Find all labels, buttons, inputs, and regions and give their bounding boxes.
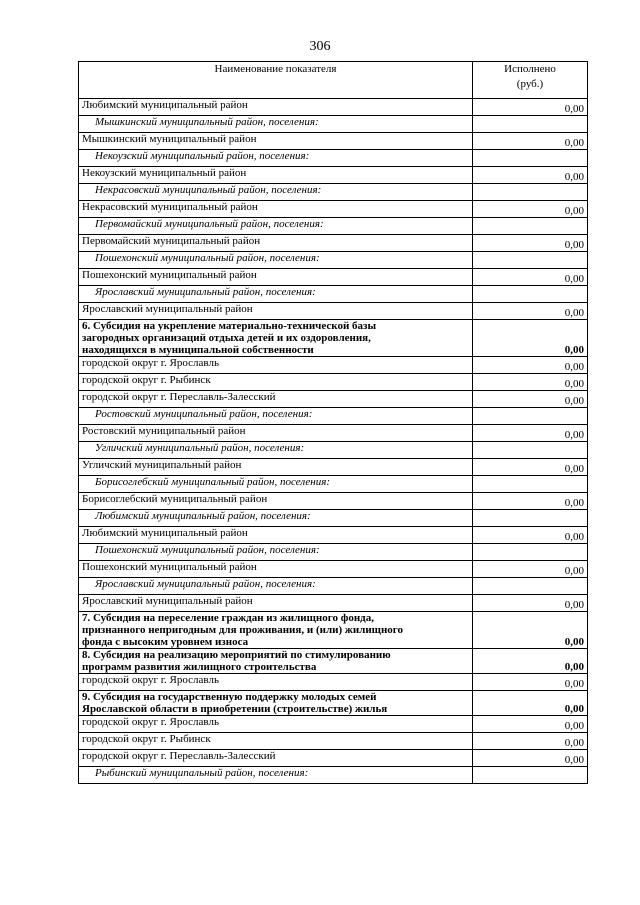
row-value: 0,00 — [473, 493, 588, 510]
subheading-row — [79, 150, 588, 167]
row-value: 0,00 — [473, 133, 588, 150]
subheading-row — [79, 510, 588, 527]
row-name: городской округ г. Переславль-Залесский — [79, 750, 473, 767]
table-row — [79, 716, 588, 733]
table-row — [79, 201, 588, 218]
row-value — [473, 218, 588, 235]
row-name: Борисоглебский муниципальный район, поселения: — [79, 476, 473, 493]
row-name: Угличский муниципальный район, поселения: — [79, 442, 473, 459]
table-row — [79, 733, 588, 750]
row-value: 0,00 — [473, 425, 588, 442]
row-value — [473, 150, 588, 167]
row-name — [79, 691, 473, 716]
table-row — [79, 374, 588, 391]
row-value — [473, 767, 588, 784]
row-value: 0,00 — [473, 595, 588, 612]
row-name: Ярославский муниципальный район, поселения: — [79, 286, 473, 303]
row-name: Ростовский муниципальный район — [79, 425, 473, 442]
row-name — [79, 649, 473, 674]
row-name: городской округ г. Ярославль — [79, 357, 473, 374]
row-name: Ярославский муниципальный район — [79, 595, 473, 612]
row-value: 0,00 — [473, 750, 588, 767]
table-row — [79, 99, 588, 116]
row-value: 0,00 — [473, 201, 588, 218]
table-row — [79, 391, 588, 408]
table-row — [79, 167, 588, 184]
row-value: 0,00 — [473, 691, 588, 716]
subheading-row — [79, 578, 588, 595]
row-name: городской округ г. Ярославль — [79, 674, 473, 691]
row-value: 0,00 — [473, 527, 588, 544]
row-name: Некоузский муниципальный район, поселения: — [79, 150, 473, 167]
row-name: Любимский муниципальный район — [79, 99, 473, 116]
row-name: Некрасовский муниципальный район, поселения: — [79, 184, 473, 201]
header-value-label: Исполнено — [504, 63, 556, 75]
row-value: 0,00 — [473, 99, 588, 116]
row-value: 0,00 — [473, 167, 588, 184]
row-value — [473, 116, 588, 133]
table-row — [79, 527, 588, 544]
table-row — [79, 493, 588, 510]
row-value: 0,00 — [473, 303, 588, 320]
row-value: 0,00 — [473, 674, 588, 691]
row-value: 0,00 — [473, 320, 588, 357]
row-name: Любимский муниципальный район — [79, 527, 473, 544]
table-row — [79, 357, 588, 374]
row-name: городской округ г. Переславль-Залесский — [79, 391, 473, 408]
section-row — [79, 612, 588, 649]
table-body — [79, 99, 588, 784]
row-value — [473, 184, 588, 201]
table-row — [79, 235, 588, 252]
table-row — [79, 269, 588, 286]
row-name: Пошехонский муниципальный район — [79, 269, 473, 286]
row-name: Мышкинский муниципальный район — [79, 133, 473, 150]
row-name: Пошехонский муниципальный район, поселения: — [79, 252, 473, 269]
page-number: 306 — [309, 39, 331, 54]
row-value: 0,00 — [473, 459, 588, 476]
row-name: Некоузский муниципальный район — [79, 167, 473, 184]
row-name: Борисоглебский муниципальный район — [79, 493, 473, 510]
table-row — [79, 425, 588, 442]
table-row — [79, 750, 588, 767]
section-row — [79, 320, 588, 357]
row-name: Ярославский муниципальный район — [79, 303, 473, 320]
row-value: 0,00 — [473, 391, 588, 408]
row-name — [79, 320, 473, 357]
row-name: Угличский муниципальный район — [79, 459, 473, 476]
section-title-line: 8. Субсидия на реализацию мероприятий по стимулированию — [82, 649, 391, 661]
row-name: Первомайский муниципальный район, поселения: — [79, 218, 473, 235]
section-title-line: 6. Субсидия на укрепление материально-технической базы — [82, 320, 377, 332]
subheading-row — [79, 116, 588, 133]
row-value — [473, 476, 588, 493]
subheading-row — [79, 286, 588, 303]
row-name: Мышкинский муниципальный район, поселения: — [79, 116, 473, 133]
row-value: 0,00 — [473, 269, 588, 286]
row-value — [473, 578, 588, 595]
row-name: Пошехонский муниципальный район, поселения: — [79, 544, 473, 561]
row-name: Некрасовский муниципальный район — [79, 201, 473, 218]
table-row — [79, 595, 588, 612]
row-value — [473, 286, 588, 303]
row-value — [473, 408, 588, 425]
row-name: городской округ г. Рыбинск — [79, 374, 473, 391]
section-title-line: Ярославской области в приобретении (строительстве) жилья — [82, 703, 388, 715]
section-title-line: 7. Субсидия на переселение граждан из жилищного фонда, — [82, 612, 374, 624]
section-title-line: находящихся в муниципальной собственности — [82, 344, 314, 356]
table-row — [79, 303, 588, 320]
row-value: 0,00 — [473, 374, 588, 391]
section-row — [79, 691, 588, 716]
section-row — [79, 649, 588, 674]
report-table — [78, 61, 588, 784]
row-name: Первомайский муниципальный район — [79, 235, 473, 252]
subheading-row — [79, 218, 588, 235]
row-value: 0,00 — [473, 733, 588, 750]
subheading-row — [79, 544, 588, 561]
subheading-row — [79, 442, 588, 459]
row-value — [473, 510, 588, 527]
row-name: городской округ г. Ярославль — [79, 716, 473, 733]
table-row — [79, 674, 588, 691]
row-name: Ростовский муниципальный район, поселения: — [79, 408, 473, 425]
row-name: Любимский муниципальный район, поселения: — [79, 510, 473, 527]
header-value-unit: (руб.) — [516, 78, 544, 90]
table-header-row — [79, 62, 588, 99]
row-value: 0,00 — [473, 235, 588, 252]
subheading-row — [79, 408, 588, 425]
row-name: Пошехонский муниципальный район — [79, 561, 473, 578]
table-row — [79, 133, 588, 150]
row-name: Ярославский муниципальный район, поселения: — [79, 578, 473, 595]
table-row — [79, 459, 588, 476]
row-name — [79, 612, 473, 649]
row-name: городской округ г. Рыбинск — [79, 733, 473, 750]
header-name-label: Наименование показателя — [214, 63, 337, 75]
section-title-line: загородных организаций отдыха детей и их оздоровления, — [82, 332, 371, 344]
row-value: 0,00 — [473, 561, 588, 578]
header-name — [79, 62, 473, 99]
subheading-row — [79, 476, 588, 493]
section-title-line: фонда с высоким уровнем износа — [82, 636, 249, 648]
subheading-row — [79, 184, 588, 201]
row-value: 0,00 — [473, 649, 588, 674]
table-row — [79, 561, 588, 578]
subheading-row — [79, 767, 588, 784]
row-value — [473, 442, 588, 459]
section-title-line: 9. Субсидия на государственную поддержку молодых семей — [82, 691, 377, 703]
header-value — [473, 62, 588, 99]
row-name: Рыбинский муниципальный район, поселения: — [79, 767, 473, 784]
section-title-line: программ развития жилищного строительства — [82, 661, 317, 673]
section-title-line: признанного непригодным для проживания, и (или) жилищного — [82, 624, 404, 636]
row-value — [473, 252, 588, 269]
row-value: 0,00 — [473, 357, 588, 374]
row-value: 0,00 — [473, 716, 588, 733]
subheading-row — [79, 252, 588, 269]
row-value: 0,00 — [473, 612, 588, 649]
row-value — [473, 544, 588, 561]
